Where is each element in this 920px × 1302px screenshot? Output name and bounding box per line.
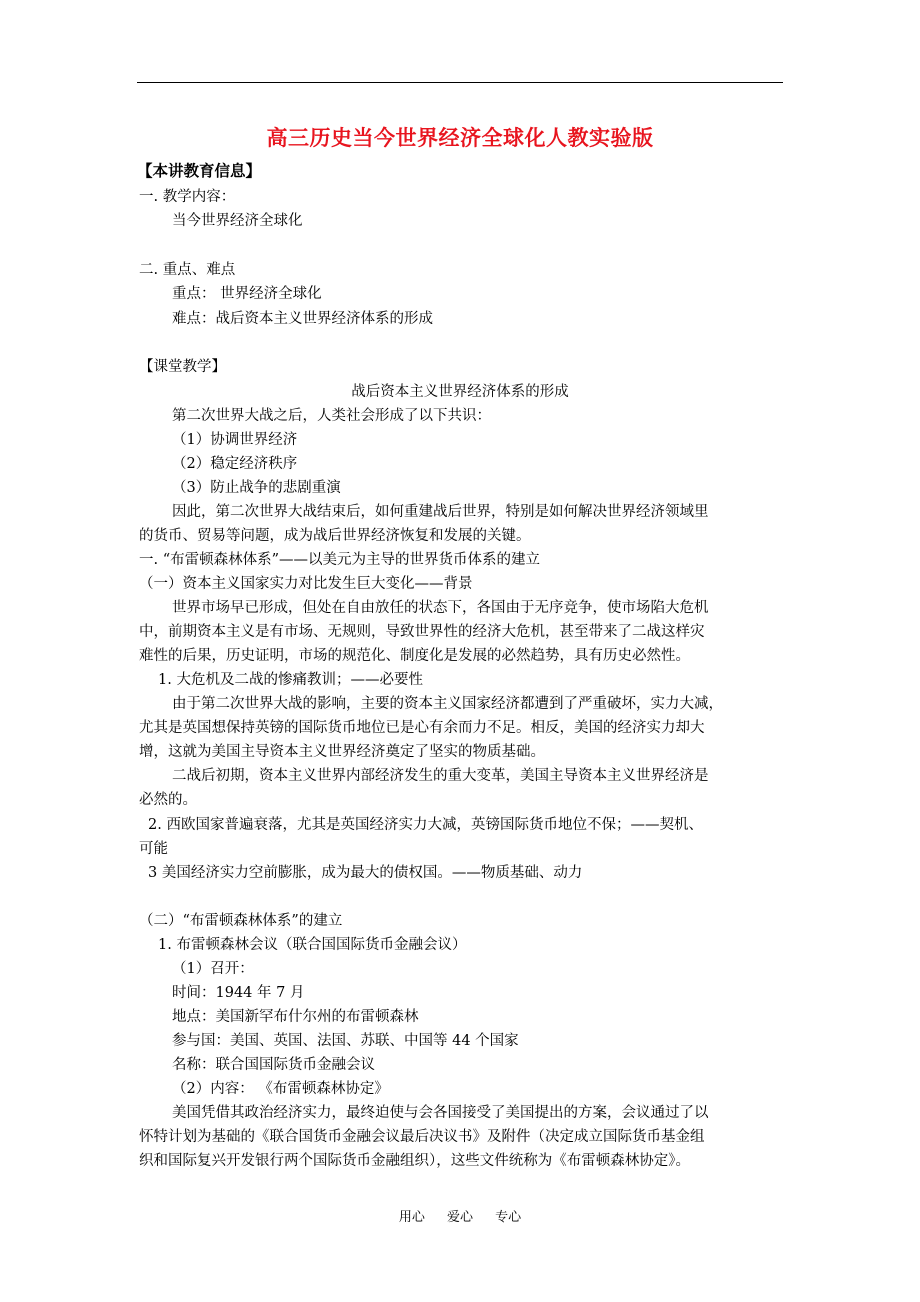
text-line: 怀特计划为基础的《联合国货币金融会议最后决议书》及附件（决定成立国际货币基金组 — [139, 1129, 705, 1145]
text-line: 参与国：美国、英国、法国、苏联、中国等 44 个国家 — [172, 1033, 519, 1049]
text-line: 中，前期资本主义是有市场、无规则，导致世界性的经济大危机，甚至带来了二战这样灾 — [139, 624, 705, 640]
text-line: 的货币、贸易等问题，成为战后世界经济恢复和发展的关键。 — [139, 528, 531, 544]
text-line: 必然的。 — [139, 792, 197, 808]
text-line: 增，这就为美国主导资本主义世界经济奠定了坚实的物质基础。 — [139, 744, 545, 760]
text-line: 难性的后果，历史证明，市场的规范化、制度化是发展的必然趋势，具有历史必然性。 — [139, 648, 690, 664]
text-line: 二战后初期，资本主义世界内部经济发生的重大变革，美国主导资本主义世界经济是 — [172, 768, 709, 784]
text-line: 织和国际复兴开发银行两个国际货币金融组织），这些文件统称为《布雷顿森林协定》。 — [139, 1153, 690, 1169]
text-line: （3）防止战争的悲剧重演 — [172, 480, 341, 496]
text-line: 当今世界经济全球化 — [172, 213, 303, 229]
footer-text: 爱心 — [446, 1210, 473, 1225]
header-rule — [137, 82, 783, 83]
text-line: （2）内容： 《布雷顿森林协定》 — [172, 1081, 389, 1097]
text-line: 3 美国经济实力空前膨胀，成为最大的债权国。——物质基础、动力 — [148, 865, 583, 881]
text-line: 可能 — [139, 841, 168, 857]
text-line: 一. “布雷顿森林体系”——以美元为主导的世界货币体系的建立 — [139, 552, 541, 568]
text-line: 世界市场早已形成，但处在自由放任的状态下，各国由于无序竞争，使市场陷大危机 — [172, 600, 709, 616]
text-line: 一. 教学内容： — [139, 189, 236, 205]
text-line: （2）稳定经济秩序 — [172, 456, 298, 472]
text-line: 由于第二次世界大战的影响，主要的资本主义国家经济都遭到了严重破坏，实力大减， — [172, 696, 723, 712]
text-line: （1）召开： — [172, 961, 254, 977]
text-line: 美国凭借其政治经济实力，最终迫使与会各国接受了美国提出的方案，会议通过了以 — [172, 1105, 709, 1121]
text-line: （一）资本主义国家实力对比发生巨大变化——背景 — [139, 576, 473, 592]
page-footer — [0, 1206, 920, 1225]
text-line: 1. 大危机及二战的惨痛教训；——必要性 — [158, 672, 423, 688]
footer-text: 专心 — [495, 1210, 522, 1225]
section-heading: 【课堂教学】 — [139, 359, 226, 375]
text-line: （二）“布雷顿森林体系”的建立 — [139, 913, 343, 929]
text-line: 重点： 世界经济全球化 — [172, 286, 322, 302]
text-line: 地点：美国新罕布什尔州的布雷顿森林 — [172, 1009, 419, 1025]
text-line: 因此，第二次世界大战结束后，如何重建战后世界，特别是如何解决世界经济领域里 — [172, 504, 709, 520]
text-line: 难点：战后资本主义世界经济体系的形成 — [172, 311, 433, 327]
document-title: 高三历史当今世界经济全球化人教实验版 — [266, 125, 654, 150]
text-line: 名称：联合国国际货币金融会议 — [172, 1057, 375, 1073]
section-heading: 【本讲教育信息】 — [137, 161, 262, 180]
text-line: （1）协调世界经济 — [172, 432, 298, 448]
text-line: 时间：1944 年 7 月 — [172, 985, 305, 1001]
footer-text: 用心 — [398, 1210, 425, 1225]
text-line: 第二次世界大战之后，人类社会形成了以下共识： — [172, 408, 491, 424]
text-line: 2. 西欧国家普遍衰落，尤其是英国经济实力大减，英镑国际货币地位不保；——契机、 — [148, 817, 703, 833]
section-subtitle: 战后资本主义世界经济体系的形成 — [351, 384, 569, 400]
text-line: 二. 重点、难点 — [139, 262, 236, 278]
text-line: 1. 布雷顿森林会议（联合国国际货币金融会议） — [158, 937, 467, 953]
text-line: 尤其是英国想保持英镑的国际货币地位已是心有余而力不足。相反，美国的经济实力却大 — [139, 720, 705, 736]
